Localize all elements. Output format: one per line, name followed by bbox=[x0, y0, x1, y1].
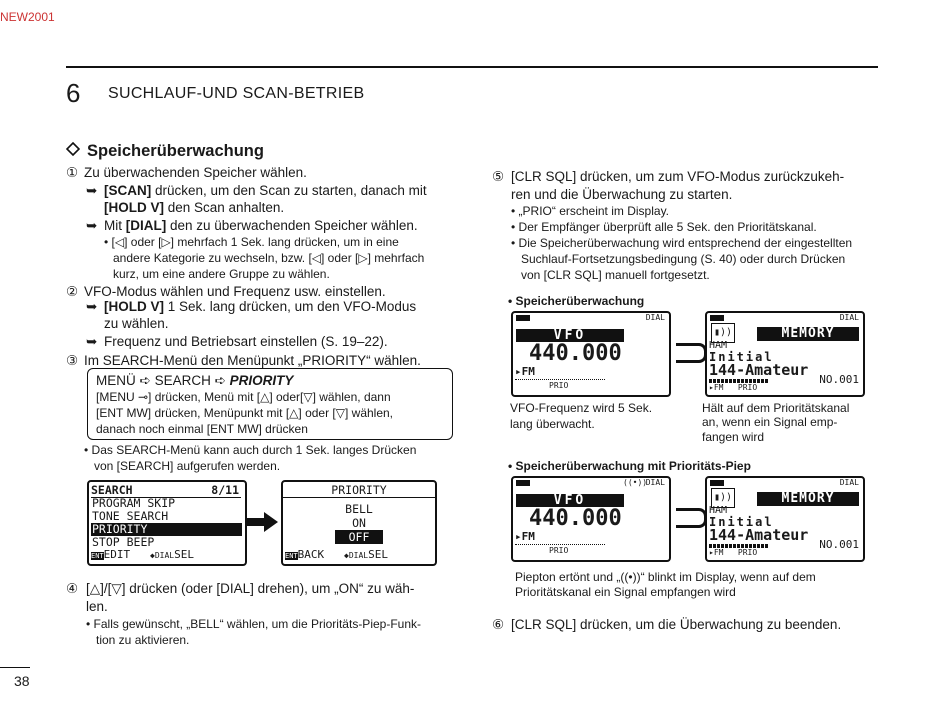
vfo-mode: VFO bbox=[516, 494, 624, 507]
step-1b: Mit [DIAL] den zu überwachenden Speicher wählen. bbox=[104, 218, 418, 233]
step-4-line2: len. bbox=[86, 599, 108, 614]
step-5-note-1: • „PRIO“ erscheint im Display. bbox=[511, 204, 670, 218]
lcd-title: SEARCH 8/11 bbox=[91, 483, 239, 497]
menu-line-2: [ENT MW] drücken, Menüpunkt mit [△] oder [▽] wählen, bbox=[96, 406, 394, 420]
step-4-note-2: tion zu aktivieren. bbox=[96, 633, 190, 647]
search-menu-lcd bbox=[87, 480, 247, 566]
step-6-text: [CLR SQL] drücken, um die Überwachung zu beenden. bbox=[511, 617, 842, 632]
dial-indicator: DIAL bbox=[839, 313, 859, 322]
step-6-marker: ⑥ bbox=[492, 617, 505, 632]
mode-row: ▸FM PRIO bbox=[709, 383, 758, 392]
menu-path: MENÜ ➪ SEARCH ➪ PRIORITY bbox=[96, 373, 294, 388]
step-1c-line1: • [◁] oder [▷] mehrfach 1 Sek. lang drücken, um in eine bbox=[104, 235, 399, 249]
memory-lcd bbox=[705, 311, 865, 397]
memory-number: NO.001 bbox=[819, 538, 859, 551]
memory-number: NO.001 bbox=[819, 373, 859, 386]
step-5-note-3: • Die Speicherüberwachung wird entsprechend der eingestellten bbox=[511, 236, 853, 250]
dial-indicator: DIAL bbox=[839, 478, 859, 487]
battery-icon bbox=[516, 315, 530, 321]
return-arrow-icon bbox=[676, 343, 707, 363]
step-2-text: VFO-Modus wählen und Frequenz usw. einstellen. bbox=[84, 284, 386, 299]
diamond-icon bbox=[66, 142, 80, 156]
mode-fm: ▸FM bbox=[515, 365, 535, 378]
lcd-title: PRIORITY bbox=[283, 483, 435, 498]
step-5-line2: ren und die Überwachung zu starten. bbox=[511, 187, 733, 202]
step-4-marker: ④ bbox=[66, 581, 79, 596]
battery-icon bbox=[516, 480, 530, 486]
lcd-footer: ENTBACK ◆DIALSEL bbox=[285, 548, 388, 561]
figure-2-caption-2: Prioritätskanal ein Signal empfangen wird bbox=[515, 585, 736, 599]
memory-name-2: 144-Amateur bbox=[709, 361, 809, 379]
lcd-option: BELL bbox=[345, 502, 373, 516]
lcd-item-selected: PRIORITY bbox=[91, 523, 242, 536]
beep-blink-icon: ((•)) bbox=[623, 478, 648, 487]
step-3-note-1: • Das SEARCH-Menü kann auch durch 1 Sek. langes Drücken bbox=[84, 443, 417, 457]
step-2b: Frequenz und Betriebsart einstellen (S. 19–22). bbox=[104, 334, 388, 349]
figure-2-label: • Speicherüberwachung mit Prioritäts-Piep bbox=[508, 459, 751, 473]
section-title: Speicherüberwachung bbox=[87, 142, 264, 160]
step-1c-line2: andere Kategorie zu wechseln, bzw. [◁] oder [▷] mehrfach bbox=[113, 251, 425, 265]
lcd-item: STOP BEEP bbox=[92, 535, 155, 549]
memory-name-2: 144-Amateur bbox=[709, 526, 809, 544]
menu-instruction-box bbox=[87, 368, 453, 440]
step-1-marker: ① bbox=[66, 165, 79, 180]
battery-icon bbox=[710, 480, 724, 486]
prio-indicator: PRIO bbox=[549, 381, 569, 390]
arrow-icon: ➥ bbox=[86, 218, 98, 233]
signal-meter bbox=[515, 544, 605, 545]
priority-menu-lcd bbox=[281, 480, 437, 566]
step-1c-line3: kurz, um eine andere Gruppe zu wählen. bbox=[113, 267, 330, 281]
figure-2-caption-1: Piepton ertönt und „((•))“ blinkt im Display, wenn auf dem bbox=[515, 570, 816, 584]
memory-name-1: Initial bbox=[709, 350, 774, 364]
step-2a-line1: [HOLD V] 1 Sek. lang drücken, um den VFO-Modus bbox=[104, 299, 417, 314]
memory-name-1: Initial bbox=[709, 515, 774, 529]
ham-label: HAM bbox=[709, 340, 728, 351]
arrow-icon: ➥ bbox=[86, 299, 98, 314]
frequency: 440.000 bbox=[529, 506, 622, 531]
figure-1-caption-right-3: fangen wird bbox=[702, 430, 765, 444]
step-3-marker: ③ bbox=[66, 353, 79, 368]
dial-indicator: DIAL bbox=[645, 478, 665, 487]
figure-1-caption-left-2: lang überwacht. bbox=[510, 417, 595, 431]
step-1a-line2: [HOLD V] den Scan anhalten. bbox=[104, 200, 285, 215]
mode-row: ▸FM PRIO bbox=[709, 548, 758, 557]
vfo-lcd-beep bbox=[511, 476, 671, 562]
arrow-icon: ➥ bbox=[86, 183, 98, 198]
lcd-item: TONE SEARCH bbox=[92, 509, 169, 523]
lcd-footer: ENTEDIT ◆DIALSEL bbox=[91, 548, 194, 561]
memory-channel-icon: ▮)) bbox=[711, 488, 735, 508]
memory-mode: MEMORY bbox=[757, 327, 859, 341]
step-3-text: Im SEARCH-Menü den Menüpunkt „PRIORITY“ wählen. bbox=[84, 353, 421, 368]
frequency: 440.000 bbox=[529, 341, 622, 366]
dial-indicator: DIAL bbox=[645, 313, 665, 322]
vfo-lcd bbox=[511, 311, 671, 397]
ham-label: HAM bbox=[709, 505, 728, 516]
step-5-note-5: von [CLR SQL] manuell fortgesetzt. bbox=[521, 268, 710, 282]
header-rule bbox=[66, 66, 878, 68]
menu-line-1: [MENU ⊸] drücken, Menü mit [△] oder[▽] wählen, dann bbox=[96, 390, 391, 404]
figure-1-caption-right-1: Hält auf dem Prioritätskanal bbox=[702, 401, 850, 415]
step-5-marker: ⑤ bbox=[492, 169, 505, 184]
memory-mode: MEMORY bbox=[757, 492, 859, 506]
memory-channel-icon: ▮)) bbox=[711, 323, 735, 343]
lcd-option: ON bbox=[352, 516, 366, 530]
battery-icon bbox=[710, 315, 724, 321]
return-arrow-icon bbox=[676, 508, 707, 528]
lcd-option-selected: OFF bbox=[335, 530, 383, 544]
figure-1-label: • Speicherüberwachung bbox=[508, 294, 645, 308]
step-5-note-4: Suchlauf-Fortsetzungsbedingung (S. 40) oder durch Drücken bbox=[521, 252, 846, 266]
step-2a-line2: zu wählen. bbox=[104, 316, 169, 331]
step-3-note-2: von [SEARCH] aufgerufen werden. bbox=[94, 459, 281, 473]
arrow-right-icon bbox=[246, 512, 278, 532]
step-4-line1: [△]/[▽] drücken (oder [DIAL] drehen), um „ON“ zu wäh- bbox=[86, 581, 415, 596]
step-5-line1: [CLR SQL] drücken, um zum VFO-Modus zurückzukeh- bbox=[511, 169, 845, 184]
page-number: 38 bbox=[14, 673, 30, 689]
footer-rule bbox=[0, 667, 30, 668]
chapter-title: SUCHLAUF-UND SCAN-BETRIEB bbox=[108, 85, 365, 102]
step-1a-line1: [SCAN] drücken, um den Scan zu starten, danach mit bbox=[104, 183, 427, 198]
memory-lcd-beep bbox=[705, 476, 865, 562]
step-4-note-1: • Falls gewünscht, „BELL“ wählen, um die Prioritäts-Piep-Funk- bbox=[86, 617, 421, 631]
step-2-marker: ② bbox=[66, 284, 79, 299]
prio-indicator: PRIO bbox=[549, 546, 569, 555]
vfo-mode: VFO bbox=[516, 329, 624, 342]
lcd-item: PROGRAM SKIP bbox=[92, 496, 176, 510]
corner-mark: NEW2001 bbox=[0, 10, 55, 24]
figure-1-caption-right-2: an, wenn ein Signal emp- bbox=[702, 415, 838, 429]
step-1-text: Zu überwachenden Speicher wählen. bbox=[84, 165, 307, 180]
step-5-note-2: • Der Empfänger überprüft alle 5 Sek. den Prioritätskanal. bbox=[511, 220, 817, 234]
chapter-number: 6 bbox=[66, 78, 81, 108]
mode-fm: ▸FM bbox=[515, 530, 535, 543]
figure-1-caption-left-1: VFO-Frequenz wird 5 Sek. bbox=[510, 401, 653, 415]
signal-meter bbox=[515, 379, 605, 380]
menu-line-3: danach noch einmal [ENT MW] drücken bbox=[96, 422, 308, 436]
arrow-icon: ➥ bbox=[86, 334, 98, 349]
